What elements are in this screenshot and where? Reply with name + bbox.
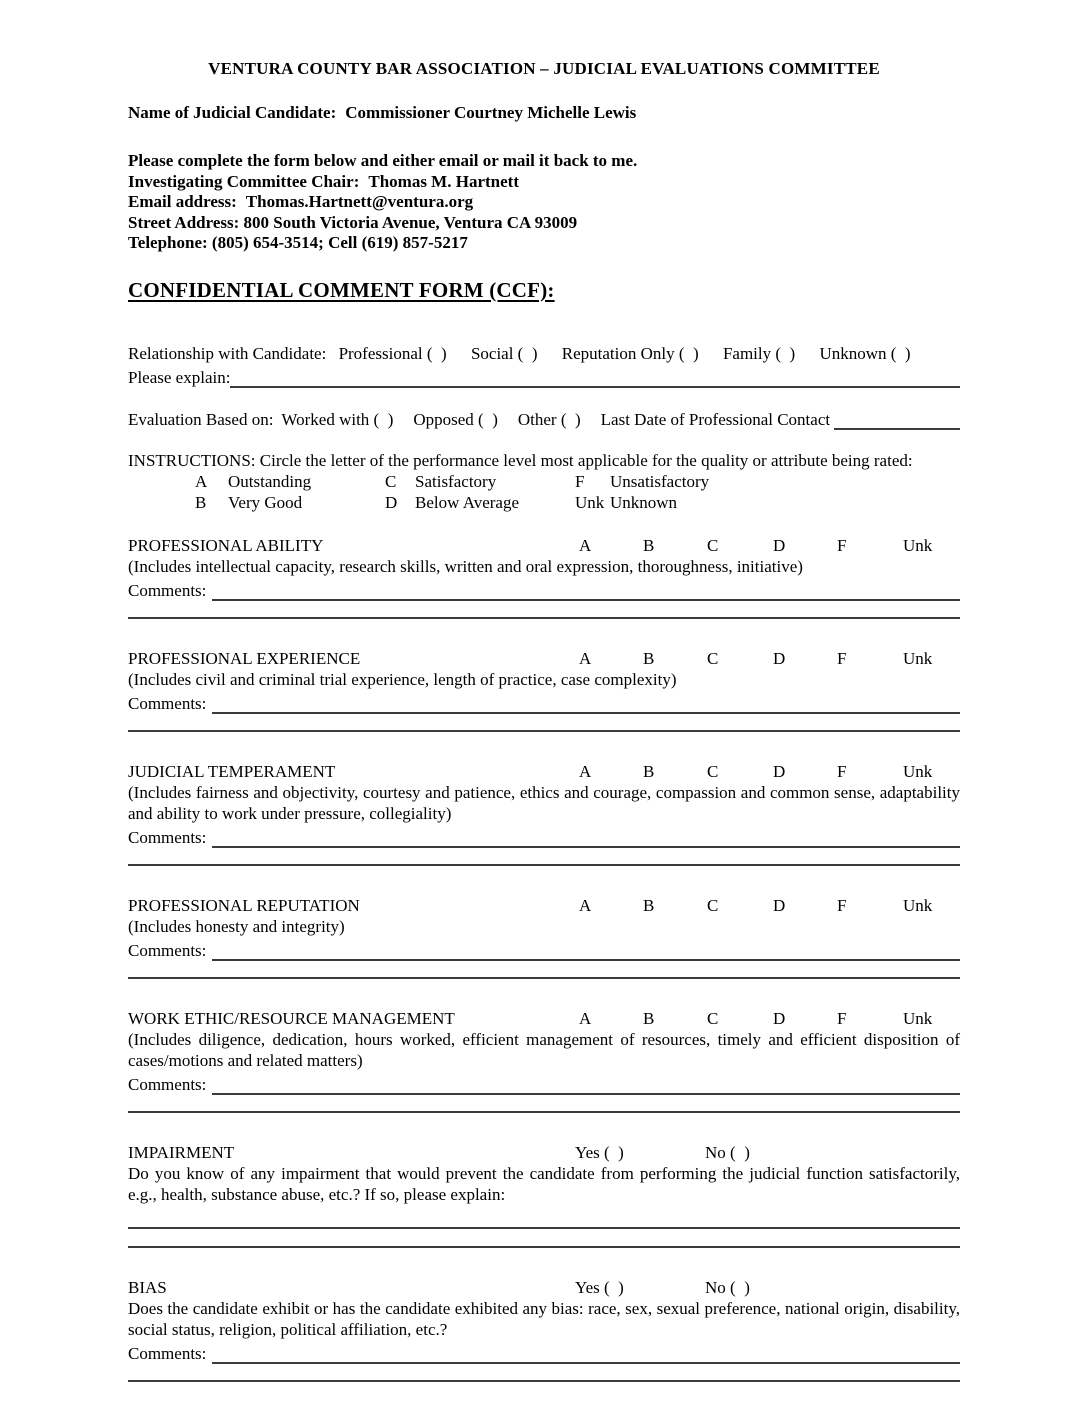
rating-letter: F (837, 1008, 847, 1028)
telephone-line (128, 233, 960, 254)
key-letter: A (195, 471, 208, 491)
candidate-name-line (128, 102, 960, 123)
explain-blank-line (230, 368, 960, 388)
comments-line (128, 938, 960, 961)
rating-letter: D (773, 895, 786, 915)
rating-letter: D (773, 1008, 786, 1028)
section-title-row (128, 1142, 960, 1163)
section-title-row (128, 1008, 960, 1029)
rating-letter: D (773, 761, 786, 781)
comments-label: Comments: (128, 940, 207, 960)
key-letter: D (385, 492, 398, 512)
street-value: 800 South Victoria Avenue, Ventura CA 93009 (243, 212, 578, 232)
rating-letter: F (837, 895, 847, 915)
committee-chair-line (128, 172, 960, 193)
rating-letter: D (773, 648, 786, 668)
rating-letter: B (643, 761, 655, 781)
section-divider-line (128, 1380, 960, 1382)
no-option: No ( ) (705, 1142, 750, 1162)
email-line (128, 192, 960, 213)
key-letter: C (385, 471, 397, 491)
comments-line (128, 691, 960, 714)
rating-letter: B (643, 648, 655, 668)
section-title: IMPAIRMENT (128, 1142, 235, 1162)
instructions-heading: INSTRUCTIONS: Circle the letter of the performance level most applicable for the quality or attribute being rated: (128, 450, 913, 470)
rating-letter: F (837, 648, 847, 668)
key-letter: B (195, 492, 207, 512)
yes-option: Yes ( ) (575, 1277, 624, 1297)
explain-line (128, 365, 960, 388)
rating-letter: B (643, 895, 655, 915)
rating-letter: Unk (903, 761, 933, 781)
rating-key-row (128, 471, 960, 492)
section-divider-line (128, 730, 960, 732)
comments-label: Comments: (128, 827, 207, 847)
street-address-line (128, 213, 960, 234)
rating-letter: A (579, 535, 592, 555)
section-title-row (128, 895, 960, 916)
relationship-section (128, 343, 960, 388)
key-desc: Unknown (610, 492, 678, 512)
relationship-line (128, 343, 960, 364)
rating-letter: C (707, 895, 719, 915)
comments-blank-line (212, 828, 960, 848)
section-professional-reputation (128, 895, 960, 979)
relationship-option-reputation: Reputation Only ( ) (561, 343, 699, 363)
comments-label: Comments: (128, 580, 207, 600)
section-title: PROFESSIONAL ABILITY (128, 535, 324, 555)
rating-letter: Unk (903, 1008, 933, 1028)
rating-letter: A (579, 895, 592, 915)
rating-letter: C (707, 648, 719, 668)
rating-letter: A (579, 1008, 592, 1028)
section-title: JUDICIAL TEMPERAMENT (128, 761, 336, 781)
instructions-block (128, 450, 960, 513)
comments-line (128, 1341, 960, 1364)
comments-blank-line (212, 581, 960, 601)
evaluation-line (128, 407, 960, 430)
comments-blank-line (212, 1344, 960, 1364)
key-desc: Outstanding (228, 471, 312, 491)
evaluation-option-worked-with: Worked with ( ) (281, 409, 394, 429)
section-description: (Includes civil and criminal trial experience, length of practice, case complexity) (128, 669, 677, 689)
rating-letter: C (707, 761, 719, 781)
return-instruction-line: Please complete the form below and either email or mail it back to me. (128, 151, 638, 170)
comments-line (128, 1072, 960, 1095)
email-value: Thomas.Hartnett@ventura.org (245, 192, 474, 211)
rating-key-row (128, 492, 960, 513)
chair-name: Thomas M. Hartnett (368, 171, 519, 191)
rating-letter: F (837, 761, 847, 781)
section-description: Does the candidate exhibit or has the candidate exhibited any bias: race, sex, sexual preference, national origin, disability, social status, religion, political affiliation, etc.? (128, 1298, 960, 1339)
contact-info-block (128, 151, 960, 254)
chair-label: Investigating Committee Chair: (128, 171, 360, 191)
street-label: Street Address: (128, 212, 240, 232)
rating-letter: A (579, 648, 592, 668)
key-letter: F (575, 471, 585, 491)
comments-blank-line (212, 1075, 960, 1095)
key-desc: Unsatisfactory (610, 471, 710, 491)
section-divider-line (128, 864, 960, 866)
section-description: (Includes intellectual capacity, research skills, written and oral expression, thoroughness, initiative) (128, 556, 803, 576)
comments-label: Comments: (128, 693, 207, 713)
candidate-label: Name of Judicial Candidate: (128, 103, 337, 122)
form-heading: CONFIDENTIAL COMMENT FORM (CCF): (128, 277, 555, 302)
phone-value: (805) 654-3514; Cell (619) 857-5217 (211, 233, 468, 252)
section-description: (Includes honesty and integrity) (128, 916, 345, 936)
yes-option: Yes ( ) (575, 1142, 624, 1162)
explain-blank-line (128, 1227, 960, 1229)
relationship-option-social: Social ( ) (470, 343, 538, 363)
section-impairment (128, 1142, 960, 1248)
section-description: (Includes fairness and objectivity, courtesy and patience, ethics and courage, compassion and common sense, adaptability and ability to work under pressure, collegiality) (128, 782, 960, 823)
rating-letter: B (643, 1008, 655, 1028)
section-title-row (128, 535, 960, 556)
section-title-row (128, 648, 960, 669)
explain-label: Please explain: (128, 367, 231, 387)
comments-line (128, 578, 960, 601)
evaluation-option-other: Other ( ) (517, 409, 581, 429)
evaluation-label: Evaluation Based on: (128, 409, 274, 429)
section-divider-line (128, 1111, 960, 1113)
rating-letter: C (707, 1008, 719, 1028)
section-title: PROFESSIONAL EXPERIENCE (128, 648, 361, 668)
rating-letter: C (707, 535, 719, 555)
relationship-label: Relationship with Candidate: (128, 343, 327, 363)
section-divider-line (128, 977, 960, 979)
rating-letter: Unk (903, 648, 933, 668)
comments-blank-line (212, 694, 960, 714)
key-desc: Very Good (228, 492, 303, 512)
key-letter: Unk (575, 492, 605, 512)
explain-blank-line (128, 1246, 960, 1248)
last-date-blank-line (834, 410, 960, 430)
section-work-ethic (128, 1008, 960, 1113)
candidate-name: Commissioner Courtney Michelle Lewis (345, 103, 637, 122)
comments-blank-line (212, 941, 960, 961)
rating-letter: B (643, 535, 655, 555)
evaluation-option-opposed: Opposed ( ) (413, 409, 498, 429)
key-desc: Below Average (415, 492, 520, 512)
relationship-option-professional: Professional ( ) (338, 343, 447, 363)
rating-letter: F (837, 535, 847, 555)
document-title: VENTURA COUNTY BAR ASSOCIATION – JUDICIAL EVALUATIONS COMMITTEE (208, 59, 880, 78)
relationship-option-unknown: Unknown ( ) (819, 343, 911, 363)
rating-letter: Unk (903, 535, 933, 555)
comments-label: Comments: (128, 1074, 207, 1094)
section-divider-line (128, 617, 960, 619)
section-description: (Includes diligence, dedication, hours worked, efficient management of resources, timely and efficient disposition of cases/motions and related matters) (128, 1029, 960, 1070)
relationship-option-family: Family ( ) (722, 343, 796, 363)
comments-label: Comments: (128, 1343, 207, 1363)
phone-label: Telephone: (128, 233, 208, 252)
rating-letter: Unk (903, 895, 933, 915)
comments-line (128, 825, 960, 848)
section-judicial-temperament (128, 761, 960, 866)
rating-letter: A (579, 761, 592, 781)
section-description: Do you know of any impairment that would prevent the candidate from performing the judicial function satisfactorily, e.g., health, substance abuse, etc.? If so, please explain: (128, 1163, 960, 1204)
rating-letter: D (773, 535, 786, 555)
section-professional-experience (128, 648, 960, 732)
section-professional-ability (128, 535, 960, 619)
no-option: No ( ) (705, 1277, 750, 1297)
section-bias (128, 1277, 960, 1382)
key-desc: Satisfactory (415, 471, 497, 491)
email-label: Email address: (128, 192, 237, 211)
section-title: BIAS (128, 1277, 167, 1297)
section-title: WORK ETHIC/RESOURCE MANAGEMENT (128, 1008, 455, 1028)
section-title: PROFESSIONAL REPUTATION (128, 895, 360, 915)
last-date-label: Last Date of Professional Contact (600, 409, 831, 429)
section-title-row (128, 761, 960, 782)
section-title-row (128, 1277, 960, 1298)
